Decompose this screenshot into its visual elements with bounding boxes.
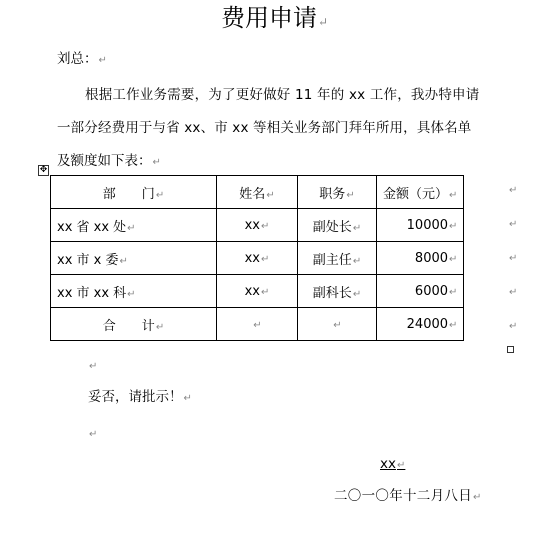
- table-header-row: [51, 176, 464, 209]
- date-line: 二〇一〇年十二月八日↵: [334, 488, 482, 504]
- cell-dept[interactable]: xx 市 xx 科↵: [51, 275, 217, 308]
- cell-total-amount[interactable]: 24000↵: [377, 308, 464, 341]
- cell-empty[interactable]: ↵: [298, 308, 377, 341]
- cell-amount[interactable]: 10000↵: [377, 209, 464, 242]
- cell-role[interactable]: 副主任↵: [298, 242, 377, 275]
- header-name[interactable]: 姓名↵: [217, 176, 298, 209]
- cell-name[interactable]: xx↵: [217, 242, 298, 275]
- document-title: 费用申请↵: [220, 4, 329, 32]
- paragraph-mark-icon: ↵: [183, 393, 192, 404]
- cell-dept[interactable]: xx 省 xx 处↵: [51, 209, 217, 242]
- move-handle-icon[interactable]: ✥: [39, 165, 48, 175]
- cell-name[interactable]: xx↵: [217, 275, 298, 308]
- cell-amount[interactable]: 6000↵: [377, 275, 464, 308]
- body-line-1: 根据工作业务需要，为了更好做好 11 年的 xx 工作，我办特申请: [85, 87, 480, 103]
- body-line-2: 一部分经费用于与省 xx、市 xx 等相关业务部门拜年所用，具体名单: [57, 120, 472, 136]
- cell-dept[interactable]: xx 市 x 委↵: [51, 242, 217, 275]
- cell-empty[interactable]: ↵: [217, 308, 298, 341]
- expense-table: [50, 175, 464, 341]
- header-amount[interactable]: 金额（元）↵: [377, 176, 464, 209]
- paragraph-mark-icon: ↵: [473, 492, 482, 503]
- cell-role[interactable]: 副处长↵: [298, 209, 377, 242]
- paragraph-mark-icon: ↵: [98, 55, 107, 66]
- salutation: 刘总：↵: [57, 51, 107, 67]
- table-row: [51, 242, 464, 275]
- table-row: [51, 275, 464, 308]
- empty-paragraph: ↵: [89, 429, 98, 440]
- paragraph-mark-icon: ↵: [317, 15, 329, 29]
- table-total-row: [51, 308, 464, 341]
- empty-paragraph: ↵: [89, 361, 98, 372]
- header-dept[interactable]: 部 门↵: [51, 176, 217, 209]
- closing-line: 妥否，请批示！↵: [88, 389, 192, 405]
- row-end-mark: ↵: [509, 219, 518, 230]
- cell-total-label[interactable]: 合 计↵: [51, 308, 217, 341]
- signer: xx↵: [380, 456, 406, 472]
- cell-role[interactable]: 副科长↵: [298, 275, 377, 308]
- cell-name[interactable]: xx↵: [217, 209, 298, 242]
- table-row: [51, 209, 464, 242]
- body-line-3: 及额度如下表：↵: [57, 153, 161, 169]
- paragraph-mark-icon: ↵: [152, 157, 161, 168]
- row-end-mark: ↵: [509, 253, 518, 264]
- resize-handle-icon[interactable]: [507, 346, 514, 353]
- paragraph-mark-icon: ↵: [396, 460, 406, 471]
- row-end-mark: ↵: [509, 321, 518, 332]
- header-role[interactable]: 职务↵: [298, 176, 377, 209]
- row-end-mark: ↵: [509, 287, 518, 298]
- row-end-mark: ↵: [509, 185, 518, 196]
- cell-amount[interactable]: 8000↵: [377, 242, 464, 275]
